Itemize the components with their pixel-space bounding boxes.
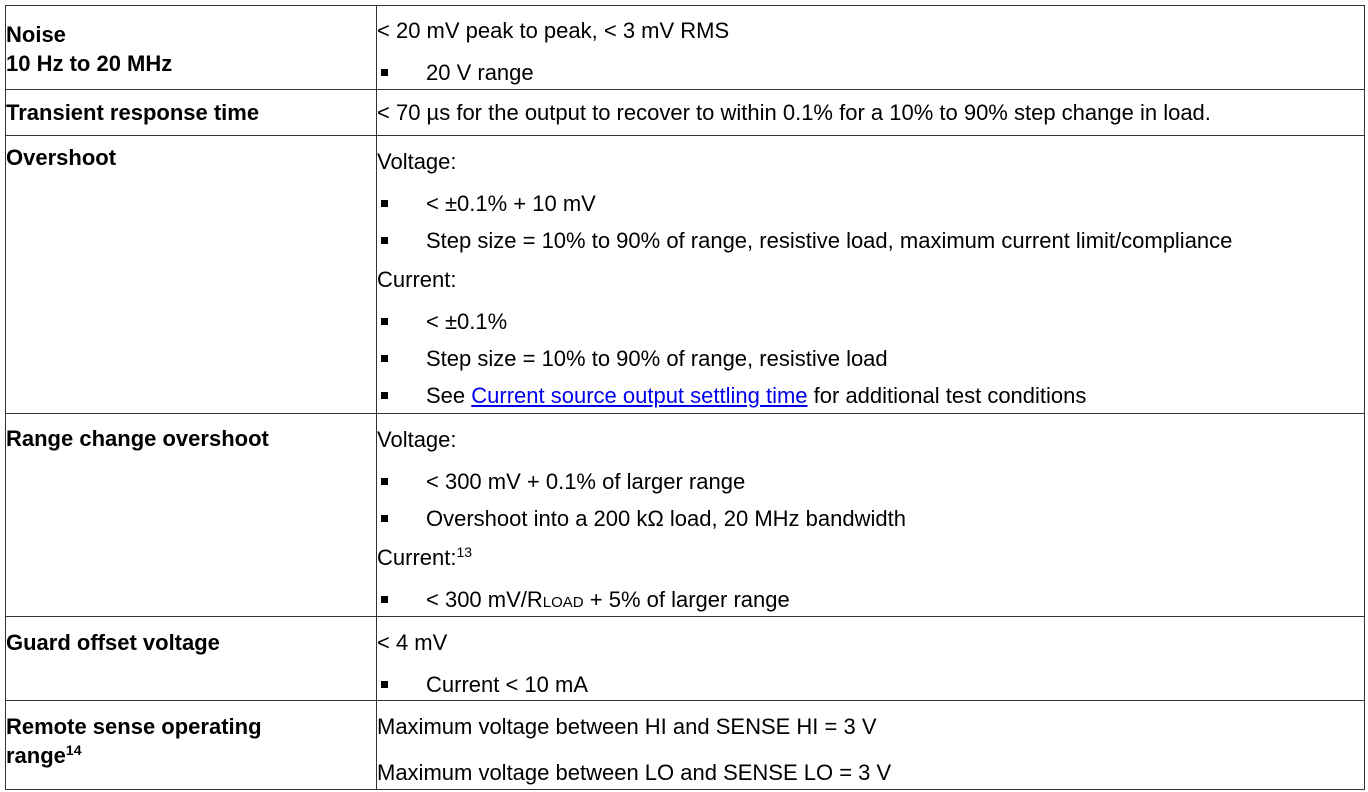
see-suffix: for additional test conditions (807, 383, 1087, 408)
bullet-item: < ±0.1% + 10 mV (377, 191, 1364, 217)
table-row (6, 6, 1365, 90)
bullet-item-see-link (377, 383, 1364, 409)
table-row (6, 701, 1365, 790)
value-text: < 4 mV (377, 630, 448, 655)
value-cell (377, 414, 1365, 617)
voltage-label: Voltage: (377, 427, 457, 452)
table-row (6, 617, 1365, 701)
rload-subscript: LOAD (542, 594, 584, 611)
value-cell (377, 136, 1365, 414)
param-noise-range: 10 Hz to 20 MHz (6, 51, 173, 76)
voltage-label: Voltage: (377, 149, 457, 174)
current-label: Current: (377, 545, 457, 570)
param-remote-sense-line2 (6, 741, 376, 770)
settling-time-link[interactable]: Current source output settling time (471, 383, 808, 408)
bullet-item: < 300 mV + 0.1% of larger range (377, 469, 1364, 495)
bullet-item: 20 V range (377, 60, 1364, 86)
param-guard-offset-voltage: Guard offset voltage (6, 630, 220, 655)
bullet-item (377, 587, 1364, 616)
bullet-prefix: < 300 mV/R (426, 587, 543, 612)
param-cell (6, 414, 377, 617)
see-prefix: See (426, 383, 472, 408)
param-cell (6, 6, 377, 90)
value-text: Maximum voltage between HI and SENSE HI = 3 V (377, 714, 877, 739)
value-cell (377, 701, 1365, 790)
value-text: < 20 mV peak to peak, < 3 mV RMS (377, 18, 730, 43)
param-cell (6, 90, 377, 136)
value-cell (377, 617, 1365, 701)
table-row (6, 136, 1365, 414)
bullet-suffix: + 5% of larger range (583, 587, 790, 612)
param-cell (6, 701, 377, 790)
current-label-line (377, 545, 1364, 571)
bullet-item: Step size = 10% to 90% of range, resistive load (377, 346, 1364, 372)
value-text: < 70 µs for the output to recover to within 0.1% for a 10% to 90% step change in load. (377, 100, 1211, 125)
param-transient-response-time: Transient response time (6, 100, 260, 125)
current-label: Current: (377, 267, 457, 292)
param-remote-sense-range: range (6, 743, 66, 768)
value-text: Maximum voltage between LO and SENSE LO = 3 V (377, 760, 892, 785)
specifications-table (5, 5, 1365, 790)
param-remote-sense-line1: Remote sense operating (6, 714, 262, 739)
footnote-14: 14 (65, 742, 82, 758)
param-range-change-overshoot: Range change overshoot (6, 426, 269, 451)
bullet-item: Current < 10 mA (377, 672, 1364, 698)
param-noise: Noise (6, 22, 66, 47)
table-row (6, 414, 1365, 617)
value-cell (377, 90, 1365, 136)
footnote-13: 13 (456, 544, 473, 560)
param-cell (6, 136, 377, 414)
param-overshoot: Overshoot (6, 145, 117, 170)
bullet-item: Step size = 10% to 90% of range, resistive load, maximum current limit/compliance (377, 228, 1364, 254)
bullet-item: < ±0.1% (377, 309, 1364, 335)
table-row (6, 90, 1365, 136)
bullet-item: Overshoot into a 200 kΩ load, 20 MHz bandwidth (377, 506, 1364, 532)
param-cell (6, 617, 377, 701)
value-cell (377, 6, 1365, 90)
